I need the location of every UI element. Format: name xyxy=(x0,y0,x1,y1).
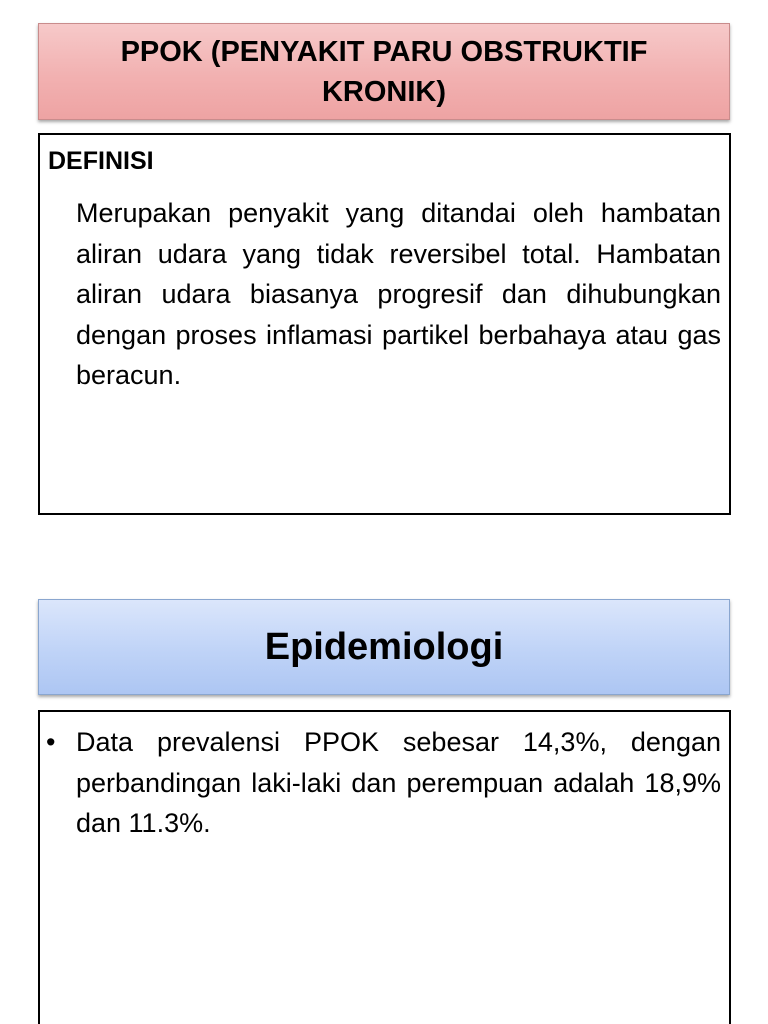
definition-heading: DEFINISI xyxy=(48,147,154,175)
bullet-icon: • xyxy=(46,727,56,757)
ppok-title: PPOK (PENYAKIT PARU OBSTRUKTIF KRONIK) xyxy=(120,35,648,108)
epidemiology-title: Epidemiologi xyxy=(264,625,504,668)
definition-text: Merupakan penyakit yang ditandai oleh hambatan aliran udara yang tidak reversibel total. Hambatan aliran udara biasanya progresif dan dihubungkan dengan proses inflamasi partikel berbahaya atau gas beracun. xyxy=(76,198,721,390)
epidemiology-box xyxy=(38,710,731,1024)
definition-box xyxy=(38,133,731,515)
epidemiology-title-banner xyxy=(38,599,730,695)
epidemiology-bullet-item xyxy=(46,722,721,844)
ppok-title-banner xyxy=(38,23,730,120)
epidemiology-text: Data prevalensi PPOK sebesar 14,3%, dengan perbandingan laki-laki dan perempuan adalah 18,9% dan 11.3%. xyxy=(76,727,721,838)
